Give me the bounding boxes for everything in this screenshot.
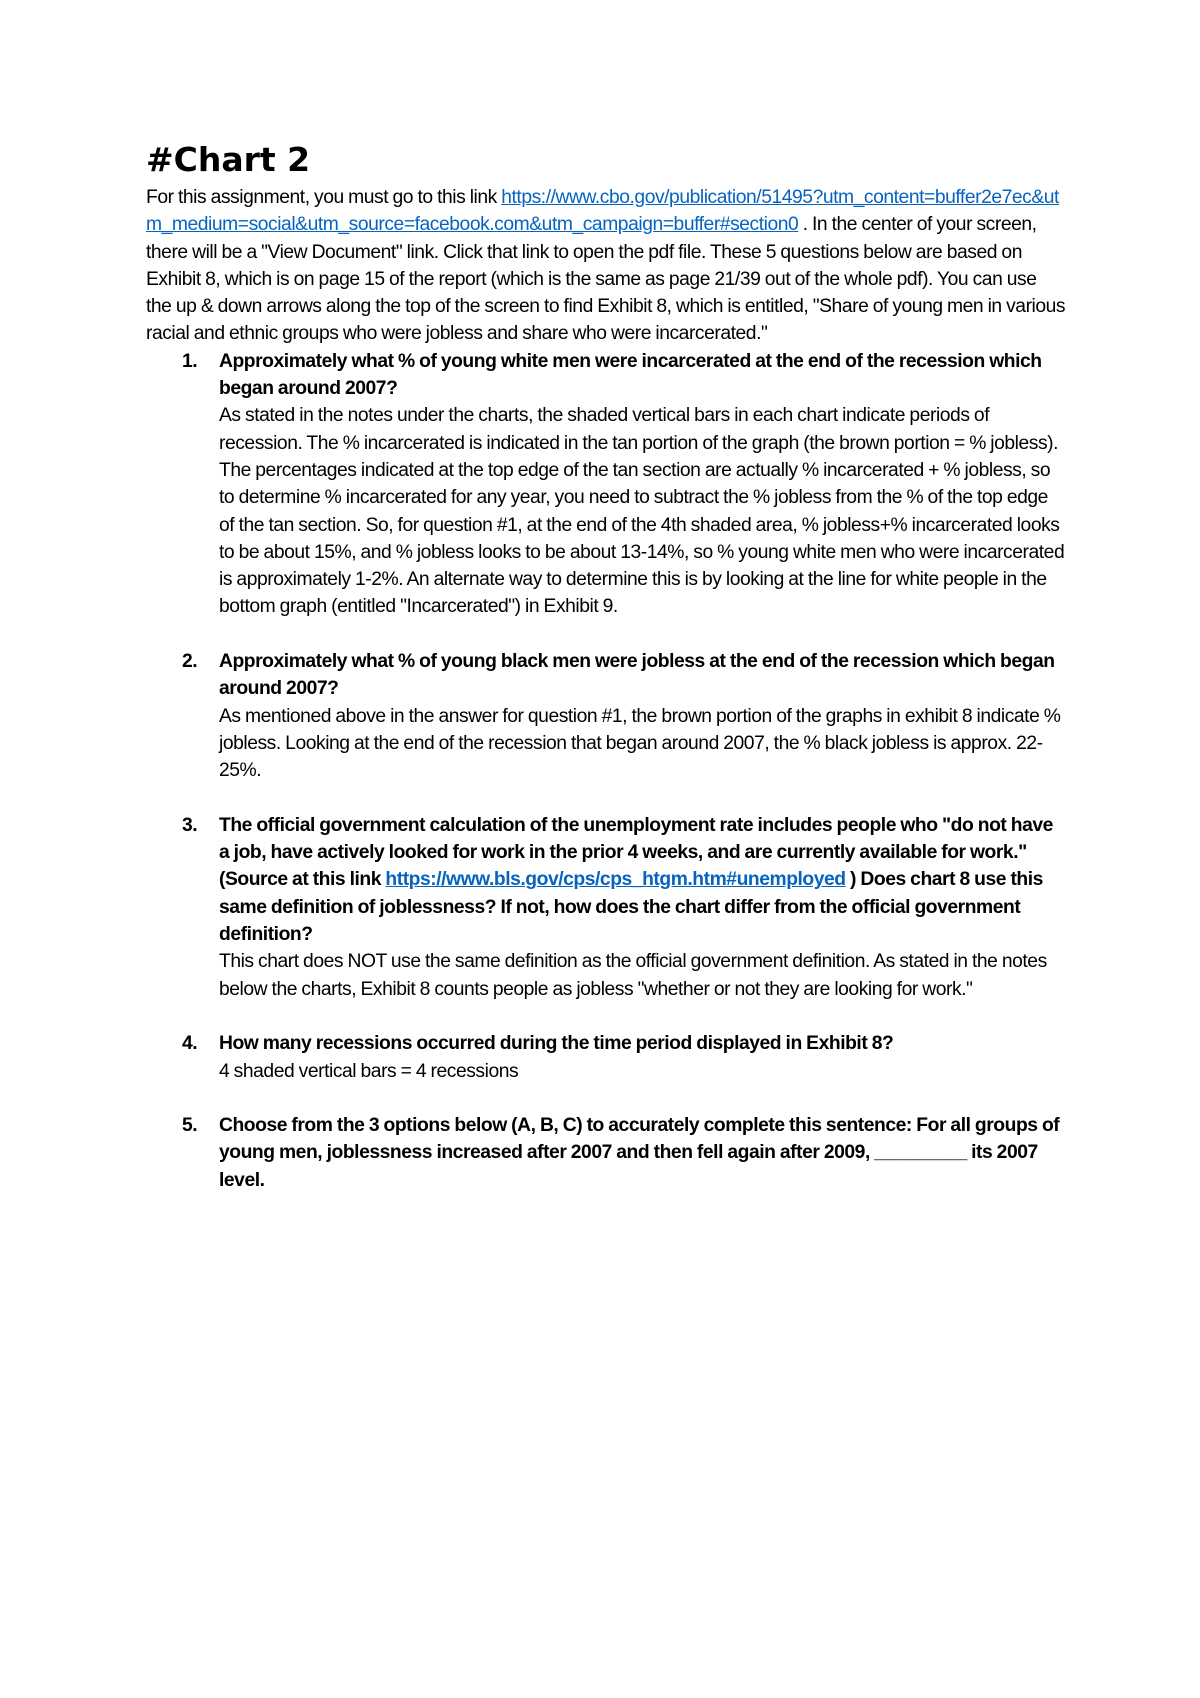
question-text: Choose from the 3 options below (A, B, C) to accurately complete this sentence: For all groups of young men, joblessness increased after 2007 and then fell again after 2009, _________ its 2007 level.	[219, 1115, 1060, 1191]
question-number: 1.	[182, 350, 198, 372]
cbo-link[interactable]: https://www.cbo.gov/publication/51495?utm_content=buffer2e7ec&utm_medium=social&utm_source=facebook.com&utm_campaign=buffer#section0	[146, 187, 1059, 236]
question-item-1	[146, 348, 1066, 621]
question-number: 3.	[182, 814, 198, 836]
question-text: How many recessions occurred during the time period displayed in Exhibit 8?	[219, 1033, 894, 1055]
question-item-3	[146, 812, 1066, 1003]
question-item-5	[146, 1112, 1066, 1194]
question-number: 4.	[182, 1033, 198, 1055]
answer-text: 4 shaded vertical bars = 4 recessions	[219, 1060, 519, 1082]
question-item-2	[146, 648, 1066, 784]
intro-text: For this assignment, you must go to this link	[146, 187, 502, 208]
document-page	[146, 140, 1066, 1221]
question-list	[146, 348, 1066, 1194]
question-text: The official government calculation of the unemployment rate includes people who "do not have a job, have actively looked for work in the prior 4 weeks, and are currently available for work." (Source at this link	[219, 814, 1053, 891]
question-text: Approximately what % of young black men were jobless at the end of the recession which began around 2007?	[219, 651, 1055, 700]
intro-paragraph	[146, 184, 1066, 348]
intro-text-after: . In the center of your screen, there will be a "View Document" link. Click that link to open the pdf file. These 5 questions below are based on Exhibit 8, which is on page 15 of the report (which is the same as page 21/39 out of the whole pdf). You can use the up & down arrows along the top of the screen to find Exhibit 8, which is entitled, "Share of young men in various racial and ethnic groups who were jobless and share who were incarcerated."	[146, 214, 1066, 345]
page-title: #Chart 2	[146, 140, 311, 179]
answer-text: As stated in the notes under the charts, the shaded vertical bars in each chart indicate periods of recession. The % incarcerated is indicated in the tan portion of the graph (the brown portion = % jobless). The percentages indicated at the top edge of the tan section are actually % incarcerated + % jobless, so to determine % incarcerated for any year, you need to subtract the % jobless from the % of the top edge of the tan section. So, for question #1, at the end of the 4th shaded area, % jobless+% incarcerated looks to be about 15%, and % jobless looks to be about 13-14%, so % young white men who were incarcerated is approximately 1-2%. An alternate way to determine this is by looking at the line for white people in the bottom graph (entitled "Incarcerated") in Exhibit 9.	[219, 405, 1065, 618]
question-number: 5.	[182, 1115, 198, 1137]
question-text: Approximately what % of young white men were incarcerated at the end of the recession which began around 2007?	[219, 350, 1042, 400]
question-number: 2.	[182, 651, 198, 673]
bls-link[interactable]: https://www.bls.gov/cps/cps_htgm.htm#unemployed	[385, 869, 846, 891]
answer-text: This chart does NOT use the same definition as the official government definition. As stated in the notes below the charts, Exhibit 8 counts people as jobless "whether or not they are looking for work."	[219, 951, 1047, 1000]
answer-text: As mentioned above in the answer for question #1, the brown portion of the graphs in exhibit 8 indicate % jobless. Looking at the end of the recession that began around 2007, the % black jobless is approx. 22-25%.	[219, 705, 1061, 782]
question-text-after: ) Does chart 8 use this same definition of joblessness? If not, how does the chart differ from the official government definition?	[219, 869, 1043, 946]
question-item-4	[146, 1030, 1066, 1085]
